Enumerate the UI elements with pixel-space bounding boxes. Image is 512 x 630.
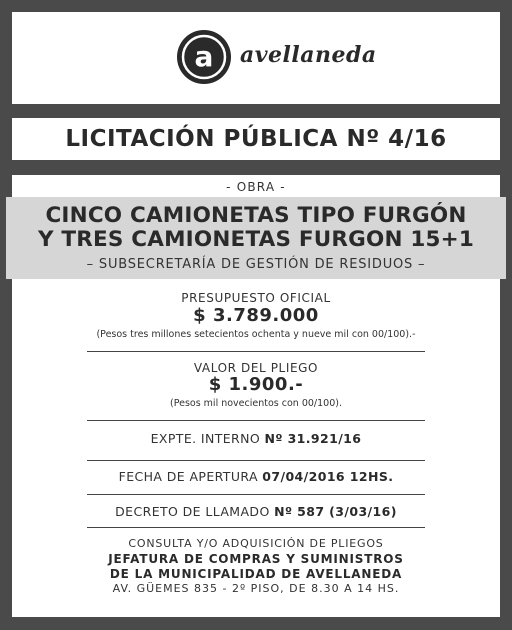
subject-banner [6,197,506,279]
avellaneda-logo-icon [177,30,231,84]
contact-address: AV. GÜEMES 835 - 2º PISO, DE 8.30 A 14 HS. [112,582,400,595]
opening-date-label: FECHA DE APERTURA [118,469,263,484]
divider [87,460,425,461]
divider [87,351,425,352]
logo-letter: a [194,40,214,73]
department-label: – SUBSECRETARÍA DE GESTIÓN DE RESIDUOS – [86,257,426,272]
banner-fold-left [6,279,12,285]
subject-line-1: CINCO CAMIONETAS TIPO FURGÓN [45,203,467,228]
subject-line-2: Y TRES CAMIONETAS FURGON 15+1 [37,227,475,252]
divider [87,420,425,421]
contact-office-line-1: JEFATURA DE COMPRAS Y SUMINISTROS [108,552,404,566]
divider [87,494,425,495]
title-panel [12,118,500,160]
decree-value: Nº 587 (3/03/16) [274,504,397,519]
banner-fold-right [500,279,506,285]
brand-name: avellaneda [240,42,377,68]
decree-label: DECRETO DE LLAMADO [115,504,275,519]
contact-office-line-2: DE LA MUNICIPALIDAD DE AVELLANEDA [109,567,403,581]
opening-date-row [12,469,500,484]
file-number-value: Nº 31.921/16 [264,431,362,446]
category-label: - OBRA - [226,180,286,194]
budget-label: PRESUPUESTO OFICIAL [181,291,331,305]
file-number-label: EXPTE. INTERNO [150,431,265,446]
logo-panel [12,12,500,104]
budget-amount: $ 3.789.000 [193,305,319,326]
fee-amount: $ 1.900.- [208,374,304,395]
contact-label: CONSULTA Y/O ADQUISICIÓN DE PLIEGOS [128,537,384,550]
budget-words: (Pesos tres millones setecientos ochenta y nueve mil con 00/100).- [96,329,416,340]
file-number-row [12,431,500,446]
main-panel [12,175,500,617]
decree-row [12,504,500,519]
page-title: LICITACIÓN PÚBLICA Nº 4/16 [65,126,447,152]
divider [87,527,425,528]
fee-label: VALOR DEL PLIEGO [193,361,319,375]
fee-words: (Pesos mil novecientos con 00/100). [170,398,342,409]
opening-date-value: 07/04/2016 12HS. [262,469,394,484]
